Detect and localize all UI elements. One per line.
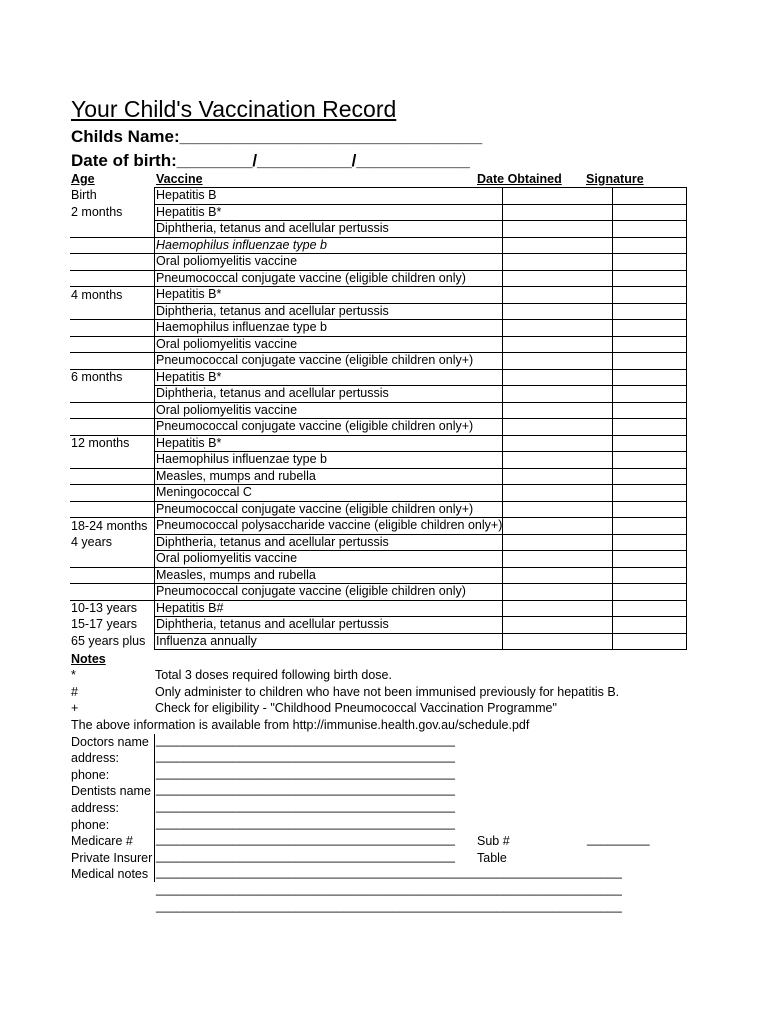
- medical-notes-label: Medical notes: [71, 867, 149, 881]
- table-row: [70, 204, 687, 221]
- date-obtained-cell[interactable]: [503, 518, 613, 535]
- vaccine-cell: Pneumococcal conjugate vaccine (eligible children only+): [155, 419, 503, 436]
- age-cell: [70, 567, 155, 584]
- vaccine-cell: Diphtheria, tetanus and acellular pertussis: [155, 617, 503, 634]
- table-row: [70, 254, 687, 271]
- table-row: [70, 617, 687, 634]
- vaccine-cell: Meningococcal C: [155, 485, 503, 502]
- age-cell: [70, 303, 155, 320]
- signature-cell[interactable]: [613, 501, 687, 518]
- signature-cell[interactable]: [613, 435, 687, 452]
- date-obtained-cell[interactable]: [503, 501, 613, 518]
- date-obtained-cell[interactable]: [503, 336, 613, 353]
- age-cell: [70, 270, 155, 287]
- table-row: [70, 501, 687, 518]
- table-row: [70, 567, 687, 584]
- date-obtained-cell[interactable]: [503, 468, 613, 485]
- table-row: [70, 600, 687, 617]
- dentist-phone-label: phone:: [71, 818, 110, 832]
- table-row: [70, 551, 687, 568]
- doctor-address-line[interactable]: ___________________________________________: [156, 749, 455, 763]
- vaccine-cell: Influenza annually: [155, 633, 503, 650]
- signature-cell[interactable]: [613, 204, 687, 221]
- signature-cell[interactable]: [613, 237, 687, 254]
- age-cell: Birth: [71, 188, 97, 203]
- age-cell: [70, 468, 155, 485]
- date-obtained-cell[interactable]: [503, 353, 613, 370]
- signature-cell[interactable]: [613, 336, 687, 353]
- private-insurer-line[interactable]: ___________________________________________: [156, 849, 455, 863]
- vaccine-cell: Haemophilus influenzae type b: [155, 320, 503, 337]
- date-obtained-cell[interactable]: [503, 204, 613, 221]
- date-obtained-cell[interactable]: [503, 254, 613, 271]
- age-cell: [70, 221, 155, 238]
- medicare-line[interactable]: ___________________________________________: [156, 832, 455, 846]
- vaccine-cell: Diphtheria, tetanus and acellular pertussis: [155, 303, 503, 320]
- signature-cell[interactable]: [613, 386, 687, 403]
- vaccine-cell: Pneumococcal polysaccharide vaccine (eligible children only+): [156, 518, 503, 533]
- signature-cell[interactable]: [613, 369, 687, 386]
- signature-cell[interactable]: [613, 600, 687, 617]
- age-cell: [70, 237, 155, 254]
- table-row: [70, 452, 687, 469]
- signature-cell[interactable]: [613, 320, 687, 337]
- vaccine-cell: Diphtheria, tetanus and acellular pertussis: [155, 386, 503, 403]
- vaccine-cell: Hepatitis B*: [155, 369, 503, 386]
- header-vaccine: Vaccine: [156, 172, 203, 186]
- header-age: Age: [71, 172, 95, 186]
- vaccine-cell: Measles, mumps and rubella: [155, 567, 503, 584]
- sub-label: Sub #: [477, 834, 510, 848]
- signature-cell[interactable]: [613, 254, 687, 271]
- age-cell: [70, 353, 155, 370]
- age-cell: 10-13 years: [71, 601, 138, 615]
- table-row: [70, 386, 687, 403]
- source-note: The above information is available from http://immunise.health.gov.au/schedule.pdf: [71, 718, 530, 732]
- child-name-field[interactable]: Childs Name:________________________________: [71, 127, 483, 146]
- date-obtained-cell[interactable]: [503, 270, 613, 287]
- date-obtained-cell[interactable]: [503, 600, 613, 617]
- date-obtained-cell[interactable]: [503, 617, 613, 634]
- private-insurer-label: Private Insurer: [71, 851, 153, 865]
- date-obtained-cell[interactable]: [503, 221, 613, 238]
- table-row: [70, 353, 687, 370]
- date-obtained-cell[interactable]: [503, 320, 613, 337]
- notes-title: Notes: [71, 652, 106, 666]
- date-obtained-cell[interactable]: [503, 369, 613, 386]
- age-cell: 4 months: [71, 287, 123, 302]
- age-cell: [70, 419, 155, 436]
- note-symbol: #: [71, 685, 78, 699]
- age-cell: [70, 551, 155, 568]
- signature-cell[interactable]: [613, 584, 687, 601]
- medical-notes-line[interactable]: ___________________________________________________________________: [156, 899, 622, 913]
- note-symbol: *: [71, 668, 76, 682]
- doctor-phone-label: phone:: [71, 768, 110, 782]
- date-obtained-cell[interactable]: [503, 584, 613, 601]
- doctor-address-label: address:: [71, 751, 119, 765]
- age-cell: 15-17 years: [71, 617, 138, 632]
- table-row: [70, 633, 687, 650]
- age-cell: 2 months: [71, 204, 123, 219]
- table-row: [70, 320, 687, 337]
- dentist-address-line[interactable]: ___________________________________________: [156, 799, 455, 813]
- age-cell: [70, 452, 155, 469]
- signature-cell[interactable]: [613, 518, 687, 535]
- age-cell: 12 months: [71, 436, 130, 450]
- age-cell: [70, 254, 155, 271]
- age-cell: 18-24 months: [71, 518, 148, 533]
- date-obtained-cell[interactable]: [503, 402, 613, 419]
- doctor-phone-line[interactable]: ___________________________________________: [156, 766, 455, 780]
- sub-line[interactable]: _________: [587, 832, 650, 846]
- age-cell: [70, 501, 155, 518]
- table-row: [70, 518, 687, 535]
- table-row: [70, 188, 687, 205]
- age-cell: 65 years plus: [71, 633, 146, 648]
- vaccine-cell: Hepatitis B*: [155, 287, 503, 304]
- age-cell: 4 years: [71, 534, 112, 549]
- vaccine-cell: Hepatitis B*: [155, 204, 503, 221]
- date-obtained-cell[interactable]: [503, 237, 613, 254]
- date-obtained-cell[interactable]: [503, 633, 613, 650]
- doctors-name-label: Doctors name: [71, 735, 149, 749]
- vaccine-cell: Pneumococcal conjugate vaccine (eligible children only): [155, 584, 503, 601]
- date-obtained-cell[interactable]: [503, 188, 613, 205]
- signature-cell[interactable]: [613, 303, 687, 320]
- vaccine-cell: Oral poliomyelitis vaccine: [155, 551, 503, 568]
- signature-cell[interactable]: [613, 221, 687, 238]
- vaccine-cell: Diphtheria, tetanus and acellular pertussis: [155, 221, 503, 238]
- date-obtained-cell[interactable]: [503, 435, 613, 452]
- table-row: [70, 468, 687, 485]
- signature-cell[interactable]: [613, 551, 687, 568]
- table-row: [70, 435, 687, 452]
- medicare-label: Medicare #: [71, 834, 133, 848]
- header-signature: Signature: [586, 172, 644, 186]
- signature-cell[interactable]: [613, 617, 687, 634]
- signature-cell[interactable]: [613, 485, 687, 502]
- vaccine-cell: Oral poliomyelitis vaccine: [155, 402, 503, 419]
- dentist-address-label: address:: [71, 801, 119, 815]
- signature-cell[interactable]: [613, 633, 687, 650]
- date-obtained-cell[interactable]: [503, 419, 613, 436]
- age-cell: [70, 320, 155, 337]
- signature-cell[interactable]: [613, 188, 687, 205]
- signature-cell[interactable]: [613, 419, 687, 436]
- dentists-name-line[interactable]: ___________________________________________: [156, 782, 455, 796]
- age-cell: [70, 402, 155, 419]
- note-text: Only administer to children who have not been immunised previously for hepatitis B.: [155, 685, 620, 699]
- table-row: [70, 270, 687, 287]
- date-obtained-cell[interactable]: [503, 303, 613, 320]
- vaccine-cell: Haemophilus influenzae type b: [155, 237, 503, 254]
- age-cell: [70, 485, 155, 502]
- table-row: [70, 402, 687, 419]
- vaccine-cell: Pneumococcal conjugate vaccine (eligible children only+): [155, 501, 503, 518]
- age-cell: 6 months: [71, 370, 123, 384]
- age-cell: [70, 386, 155, 403]
- vaccine-cell: Measles, mumps and rubella: [155, 468, 503, 485]
- table-row: [70, 584, 687, 601]
- table-label: Table: [477, 851, 507, 865]
- note-text: Total 3 doses required following birth dose.: [155, 668, 392, 682]
- vaccine-cell: Hepatitis B: [155, 188, 503, 205]
- table-row: [70, 221, 687, 238]
- vaccine-cell: Haemophilus influenzae type b: [155, 452, 503, 469]
- table-row: [70, 369, 687, 386]
- table-row: [70, 534, 687, 551]
- header-date-obtained: Date Obtained: [477, 172, 562, 186]
- signature-cell[interactable]: [613, 534, 687, 551]
- note-symbol: +: [71, 701, 79, 715]
- table-row: [70, 419, 687, 436]
- signature-cell[interactable]: [613, 402, 687, 419]
- date-obtained-cell[interactable]: [503, 452, 613, 469]
- table-row: [70, 237, 687, 254]
- page-title: Your Child's Vaccination Record: [71, 96, 397, 122]
- date-obtained-cell[interactable]: [503, 386, 613, 403]
- vaccine-cell: Pneumococcal conjugate vaccine (eligible children only+): [155, 353, 503, 370]
- vaccine-cell: Oral poliomyelitis vaccine: [155, 336, 503, 353]
- medical-notes-line[interactable]: ___________________________________________________________________: [156, 882, 622, 896]
- signature-cell[interactable]: [613, 353, 687, 370]
- medical-notes-line[interactable]: ___________________________________________________________________: [156, 865, 622, 879]
- signature-cell[interactable]: [613, 468, 687, 485]
- date-obtained-cell[interactable]: [503, 287, 613, 304]
- note-text: Check for eligibility - "Childhood Pneumococcal Vaccination Programme": [155, 701, 557, 715]
- vaccine-cell: Oral poliomyelitis vaccine: [155, 254, 503, 271]
- dentist-phone-line[interactable]: ___________________________________________: [156, 816, 455, 830]
- vaccine-cell: Hepatitis B*: [155, 435, 503, 452]
- date-obtained-cell[interactable]: [503, 551, 613, 568]
- vaccine-cell: Hepatitis B#: [155, 600, 503, 617]
- signature-cell[interactable]: [613, 452, 687, 469]
- age-cell: [70, 584, 155, 601]
- table-row: [70, 336, 687, 353]
- table-row: [70, 485, 687, 502]
- contacts-divider: [154, 734, 155, 882]
- signature-cell[interactable]: [613, 567, 687, 584]
- dentists-name-label: Dentists name: [71, 784, 151, 798]
- doctors-name-line[interactable]: ___________________________________________: [156, 733, 455, 747]
- age-cell: [70, 336, 155, 353]
- signature-cell[interactable]: [613, 270, 687, 287]
- table-row: [70, 303, 687, 320]
- date-obtained-cell[interactable]: [503, 567, 613, 584]
- date-obtained-cell[interactable]: [503, 485, 613, 502]
- vaccination-table: [70, 187, 687, 650]
- date-of-birth-field[interactable]: Date of birth:________/__________/____________: [71, 151, 470, 170]
- date-obtained-cell[interactable]: [503, 534, 613, 551]
- vaccine-cell: Diphtheria, tetanus and acellular pertussis: [155, 534, 503, 551]
- signature-cell[interactable]: [613, 287, 687, 304]
- table-row: [70, 287, 687, 304]
- vaccine-cell: Pneumococcal conjugate vaccine (eligible children only): [155, 270, 503, 287]
